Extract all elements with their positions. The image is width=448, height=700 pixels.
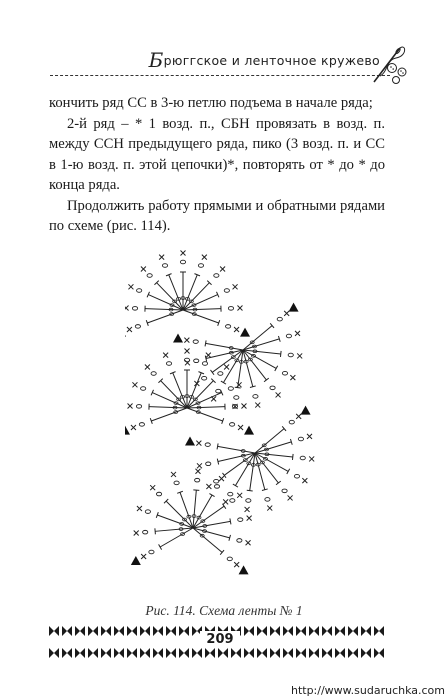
bow-ornament (270, 648, 280, 658)
stitch-bar (276, 481, 281, 485)
bow-ornament (231, 648, 241, 658)
bow-ornament (296, 626, 306, 636)
body-text (49, 93, 385, 237)
chain-stitch (230, 499, 235, 503)
chain-stitch (216, 389, 221, 393)
bow-ornament (309, 648, 319, 658)
chain-stitch (265, 498, 270, 502)
stitch-line (255, 429, 284, 453)
bow-ornament (283, 648, 293, 658)
sc-stitch (237, 382, 242, 387)
chain-stitch (218, 372, 223, 376)
stitch-line (193, 521, 230, 528)
sc-stitch (206, 484, 211, 489)
chain-stitch (230, 423, 235, 427)
chain-stitch (193, 340, 198, 344)
stitch-line (183, 309, 221, 310)
sc-stitch (132, 382, 137, 387)
bow-ornament (114, 626, 124, 636)
chain-stitch (288, 353, 293, 357)
watermark-url: http://www.sudaruchka.com (290, 684, 445, 697)
stitch-line (147, 310, 183, 323)
stitch-line (149, 407, 187, 408)
figure-caption: Рис. 114. Схема ленты № 1 (145, 603, 303, 618)
sc-stitch (181, 251, 186, 256)
sc-stitch (197, 463, 202, 468)
sc-stitch (224, 364, 229, 369)
paragraph-3: Продолжить работу прямыми и обратными рядами по схеме (рис. 114). (49, 197, 385, 234)
chain-stitch (151, 372, 156, 376)
chain-stitch (234, 396, 239, 400)
stitch-line (145, 309, 183, 310)
sc-stitch (295, 331, 300, 336)
end-marker (239, 565, 249, 574)
bow-ornament (179, 648, 189, 658)
header-dashed-rule (50, 75, 390, 76)
bow-ornament (322, 648, 332, 658)
running-head-initial: Б (148, 48, 164, 72)
chain-stitch (227, 557, 232, 561)
bow-ornament (218, 648, 228, 658)
stitch-bar (217, 459, 218, 465)
sc-stitch (223, 499, 228, 504)
bow-ornament (361, 626, 371, 636)
bow-ornament (127, 648, 137, 658)
chain-stitch (145, 510, 150, 514)
chain-stitch (246, 499, 251, 503)
sc-stitch (233, 284, 238, 289)
chain-stitch (136, 405, 141, 409)
sc-stitch (128, 284, 133, 289)
chain-stitch (135, 325, 140, 329)
bow-ornament (88, 648, 98, 658)
chain-stitch (286, 334, 291, 338)
crochet-diagram (125, 248, 325, 598)
sc-stitch (150, 485, 155, 490)
chain-stitch (228, 492, 233, 496)
bow-ornament (335, 626, 345, 636)
stitch-line (193, 506, 224, 528)
sc-stitch (296, 414, 301, 419)
chain-stitch (141, 387, 146, 391)
stitch-bar (209, 494, 214, 497)
bow-ornament (257, 626, 267, 636)
chain-stitch (282, 489, 287, 493)
chain-stitch (139, 423, 144, 427)
sc-stitch (255, 403, 260, 408)
chain-stitch (162, 264, 167, 268)
sc-stitch (247, 516, 252, 521)
sc-stitch (238, 425, 243, 430)
bow-ornament (179, 626, 189, 636)
chain-stitch (294, 474, 299, 478)
sc-stitch (131, 425, 136, 430)
sc-stitch (276, 392, 281, 397)
stitch-line (157, 515, 193, 528)
chain-stitch (143, 530, 148, 534)
chain-stitch (202, 362, 207, 366)
chain-stitch (224, 289, 229, 293)
sc-stitch (234, 327, 239, 332)
bow-ornament (374, 648, 384, 658)
bow-ornament (244, 626, 254, 636)
stitch-bar (210, 370, 214, 375)
stitch-line (218, 446, 255, 453)
bow-ornament (101, 648, 111, 658)
chain-stitch (205, 443, 210, 447)
chain-stitch (198, 264, 203, 268)
chain-stitch (132, 307, 137, 311)
stitch-bar (155, 528, 156, 534)
sc-stitch (284, 311, 289, 316)
sc-stitch (137, 506, 142, 511)
stitch-bar (221, 381, 226, 384)
sc-stitch (307, 434, 312, 439)
needle-thread-icon (370, 42, 410, 86)
stitch-bar (217, 443, 218, 449)
stitch-line (235, 453, 255, 486)
stitch-bar (264, 378, 269, 382)
stitch-bar (193, 490, 199, 491)
sc-stitch (237, 493, 242, 498)
stitch-line (206, 343, 243, 350)
stitch-bar (205, 340, 206, 346)
chain-stitch (137, 289, 142, 293)
sc-stitch (290, 375, 295, 380)
sc-stitch (163, 353, 168, 358)
stitch-line (151, 408, 187, 421)
chain-stitch (156, 492, 161, 496)
bow-ornament (127, 626, 137, 636)
sc-stitch (159, 255, 164, 260)
end-marker (289, 303, 299, 312)
sc-stitch (246, 540, 251, 545)
bow-ornament (153, 626, 163, 636)
bow-ornament (348, 648, 358, 658)
sc-stitch (141, 266, 146, 271)
chain-stitch (195, 478, 200, 482)
bow-ornament (114, 648, 124, 658)
chain-stitch (202, 376, 207, 380)
sc-stitch (145, 364, 150, 369)
end-marker (185, 437, 195, 446)
chain-stitch (206, 462, 211, 466)
sc-stitch (128, 404, 133, 409)
bow-ornament (140, 648, 150, 658)
stitch-bar (247, 490, 253, 491)
bow-ornament (166, 626, 176, 636)
bow-ornament (296, 648, 306, 658)
end-marker (240, 328, 250, 337)
chain-stitch (282, 371, 287, 375)
bow-ornament (361, 648, 371, 658)
chain-stitch (228, 307, 233, 311)
chain-stitch (226, 325, 231, 329)
end-marker (125, 426, 130, 435)
bow-ornament (283, 626, 293, 636)
bow-ornament (166, 648, 176, 658)
stitch-bar (233, 484, 238, 487)
sc-stitch (288, 495, 293, 500)
chain-stitch (238, 518, 243, 522)
chain-stitch (214, 479, 219, 483)
stitch-bar (235, 387, 241, 388)
bow-ornament (335, 648, 345, 658)
stitch-bar (280, 351, 281, 357)
page-number: 209 (200, 631, 240, 648)
sc-stitch (185, 349, 190, 354)
sc-stitch (220, 266, 225, 271)
bow-ornament (75, 648, 85, 658)
stitch-line (187, 407, 225, 408)
end-marker (244, 426, 254, 435)
stitch-bar (222, 504, 225, 509)
paragraph-2: 2-й ряд – * 1 возд. п., СБН провязать в возд. п. между ССН предыдущего ряда, пико (3 возд. п. и СС в 1-ю возд. п. этой цепочки)*, повторять от * до * до конца ряда. (49, 115, 385, 193)
stitch-bar (230, 518, 231, 524)
chain-stitch (166, 362, 171, 366)
sc-stitch (171, 472, 176, 477)
sc-stitch (234, 562, 239, 567)
chain-stitch (237, 539, 242, 543)
chain-stitch (298, 437, 303, 441)
chain-stitch (300, 456, 305, 460)
bow-ornament (88, 626, 98, 636)
bow-ornament (153, 648, 163, 658)
sc-stitch (297, 353, 302, 358)
bow-ornament (205, 648, 215, 658)
bow-ornament (62, 648, 72, 658)
sc-stitch (219, 476, 224, 481)
chain-stitch (184, 358, 189, 362)
stitch-line (243, 339, 279, 350)
chain-stitch (214, 274, 219, 278)
stitch-line (187, 408, 223, 421)
running-head-text: рюггское и ленточное кружево (163, 53, 380, 68)
sc-stitch (245, 507, 250, 512)
end-marker (301, 406, 311, 415)
bow-ornament (192, 648, 202, 658)
end-marker (125, 328, 126, 337)
running-head (120, 48, 380, 72)
bow-ornament (49, 648, 59, 658)
sc-stitch (184, 338, 189, 343)
chain-stitch (214, 485, 219, 489)
sc-stitch (237, 306, 242, 311)
sc-stitch (267, 506, 272, 511)
chain-stitch (270, 386, 275, 390)
end-marker (131, 556, 141, 565)
chain-stitch (180, 260, 185, 264)
bow-ornament (257, 648, 267, 658)
bow-ornament (49, 626, 59, 636)
bow-ornament (374, 626, 384, 636)
stitch-line (183, 310, 219, 323)
sc-stitch (127, 327, 132, 332)
stitch-line (243, 326, 272, 350)
sc-stitch (141, 554, 146, 559)
chain-stitch (174, 481, 179, 485)
bow-ornament (140, 626, 150, 636)
stitch-bar (292, 454, 293, 460)
bow-ornament (270, 626, 280, 636)
chain-stitch (228, 387, 233, 391)
bow-ornament (75, 626, 85, 636)
sc-stitch (202, 255, 207, 260)
bow-ornament (322, 626, 332, 636)
stitch-bar (159, 544, 162, 549)
sc-stitch (241, 404, 246, 409)
chain-stitch (194, 359, 199, 363)
sc-stitch (309, 456, 314, 461)
chain-stitch (147, 274, 152, 278)
sc-stitch (195, 469, 200, 474)
bow-ornament (348, 626, 358, 636)
sc-stitch (125, 306, 129, 311)
sc-stitch (206, 353, 211, 358)
bow-ornament (101, 626, 111, 636)
chain-stitch (277, 317, 282, 321)
bow-ornament (309, 626, 319, 636)
sc-stitch (196, 441, 201, 446)
stitch-line (255, 442, 291, 453)
chain-stitch (253, 395, 258, 399)
sc-stitch (134, 530, 139, 535)
end-marker (173, 334, 183, 343)
paragraph-1: кончить ряд СС в 3-ю петлю подъема в начале ряда; (49, 95, 373, 111)
sc-stitch (302, 478, 307, 483)
bow-ornament (244, 648, 254, 658)
chain-stitch (149, 550, 154, 554)
stitch-line (250, 453, 255, 491)
bow-ornament (62, 626, 72, 636)
stitch-line (238, 350, 243, 388)
chain-stitch (289, 420, 294, 424)
